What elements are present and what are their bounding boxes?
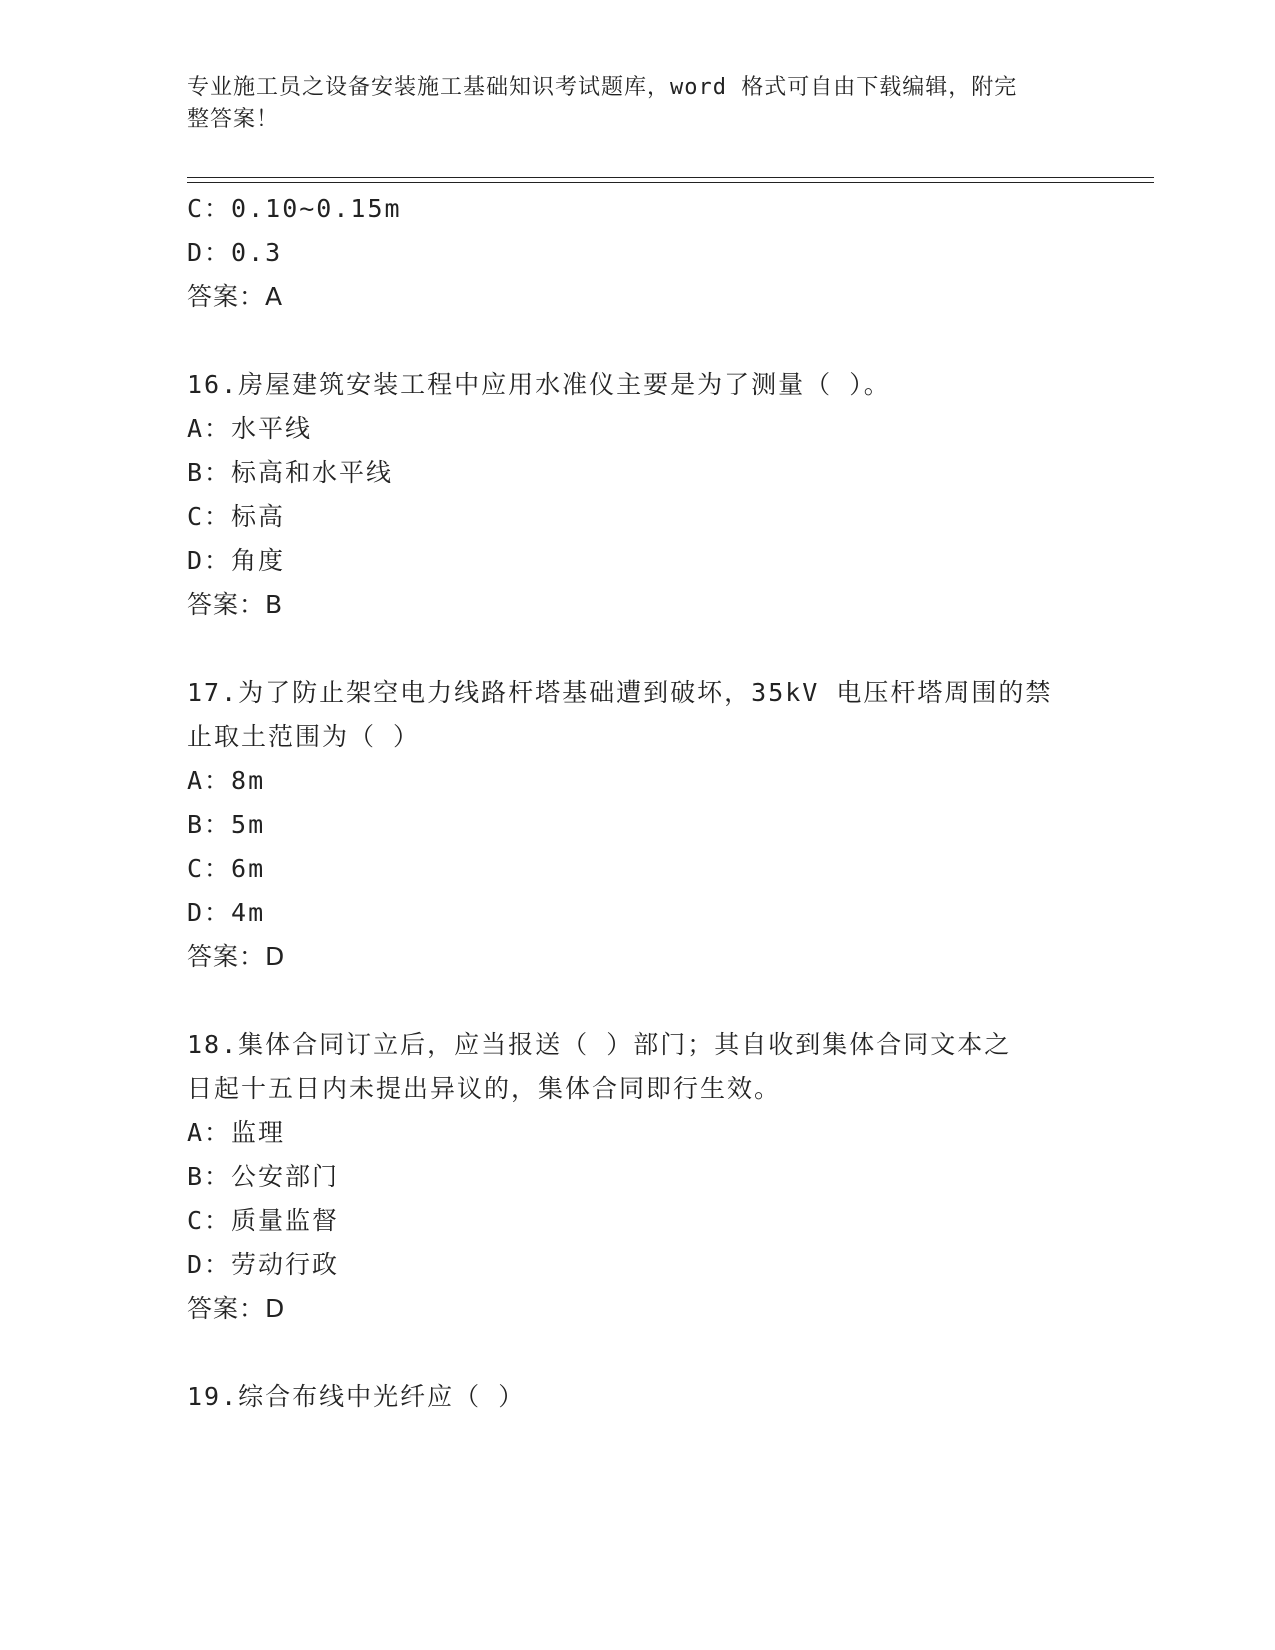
question-17-answer: 答案：D xyxy=(187,942,286,971)
question-17-option-c: C：6m xyxy=(187,854,266,883)
question-16-option-d: D：角度 xyxy=(187,546,286,575)
question-17-option-b: B：5m xyxy=(187,810,266,839)
question-18-option-b: B：公安部门 xyxy=(187,1162,340,1191)
document-header xyxy=(187,72,1067,136)
question-18-option-c: C：质量监督 xyxy=(187,1206,340,1235)
question-18-answer: 答案：D xyxy=(187,1294,286,1323)
question-16-stem: 16.房屋建筑安装工程中应用水准仪主要是为了测量（ ）。 xyxy=(187,370,891,399)
question-19-stem: 19.综合布线中光纤应（ ） xyxy=(187,1382,526,1411)
question-17-option-d: D：4m xyxy=(187,898,266,927)
question-16-option-a: A：水平线 xyxy=(187,414,313,443)
prev-option-d: D：0.3 xyxy=(187,238,283,267)
header-title-line-1: 专业施工员之设备安装施工基础知识考试题库，word 格式可自由下载编辑，附完 xyxy=(187,75,1018,100)
header-title-line-2: 整答案！ xyxy=(187,107,280,132)
question-17-stem-line-1: 17.为了防止架空电力线路杆塔基础遭到破坏，35kV 电压杆塔周围的禁 xyxy=(187,678,1053,707)
question-17-option-a: A：8m xyxy=(187,766,266,795)
question-18-option-a: A：监理 xyxy=(187,1118,286,1147)
prev-answer: 答案：A xyxy=(187,282,284,311)
question-16-answer: 答案：B xyxy=(187,590,284,619)
question-16-option-b: B：标高和水平线 xyxy=(187,458,394,487)
question-16-option-c: C：标高 xyxy=(187,502,286,531)
question-17-stem-line-2: 止取土范围为（ ） xyxy=(187,722,421,751)
prev-option-c: C：0.10~0.15m xyxy=(187,194,402,223)
header-divider-bottom xyxy=(187,182,1154,183)
question-18-stem-line-2: 日起十五日内未提出异议的，集体合同即行生效。 xyxy=(187,1074,782,1103)
question-18-stem-line-1: 18.集体合同订立后，应当报送（ ）部门；其自收到集体合同文本之 xyxy=(187,1030,1012,1059)
header-divider-top xyxy=(187,177,1154,178)
question-18-option-d: D：劳动行政 xyxy=(187,1250,340,1279)
